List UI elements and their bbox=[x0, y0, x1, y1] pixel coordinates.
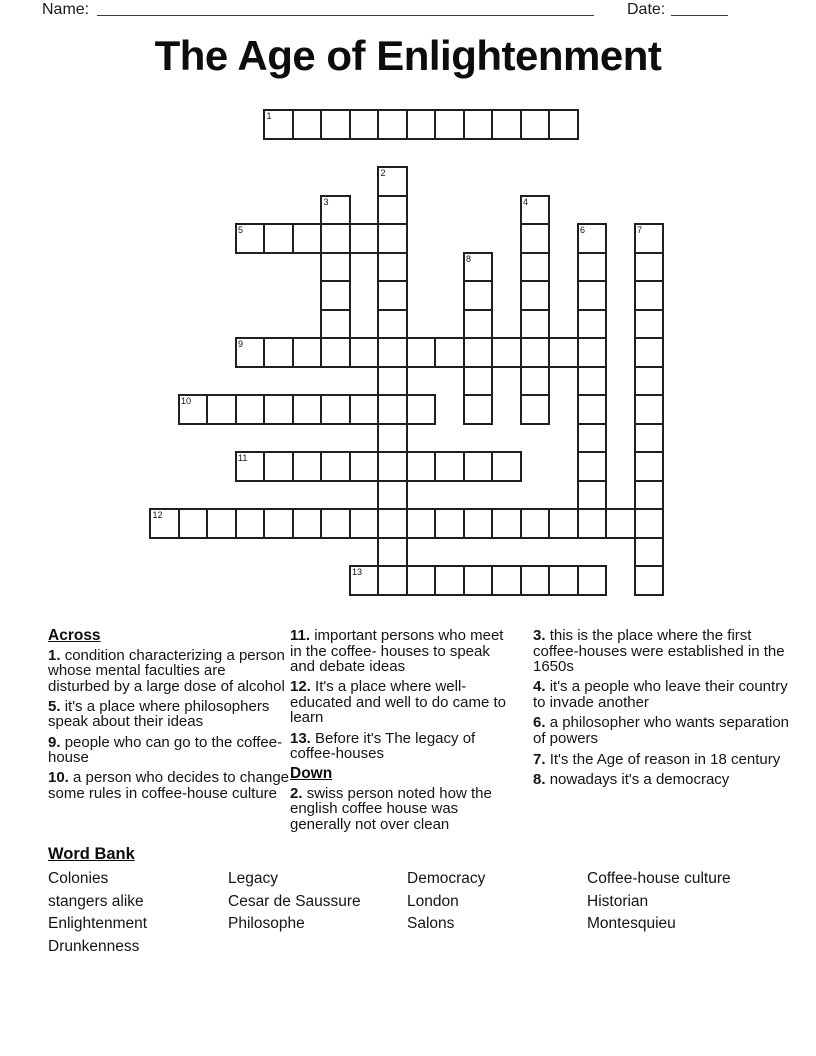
cell-separator bbox=[434, 338, 436, 367]
cell-separator bbox=[521, 394, 550, 396]
cell-separator bbox=[434, 509, 436, 538]
date-label: Date: bbox=[627, 1, 666, 18]
cell-number-13: 13 bbox=[352, 567, 363, 577]
down-heading: Down bbox=[290, 765, 333, 783]
cell-separator bbox=[263, 452, 265, 481]
cell-separator bbox=[235, 509, 237, 538]
cell-separator bbox=[521, 280, 550, 282]
cell-separator bbox=[263, 395, 265, 424]
cell-separator bbox=[605, 509, 607, 538]
cell-separator bbox=[378, 309, 407, 311]
word-bank-column bbox=[407, 868, 485, 936]
word-box-6-down bbox=[577, 223, 608, 539]
clue-9: 9. people who can go to the coffee-house bbox=[48, 733, 283, 767]
cell-separator bbox=[378, 195, 407, 197]
word-bank-item: Democracy bbox=[407, 870, 486, 887]
clue-10: 10. a person who decides to change some rules in coffee-house culture bbox=[48, 769, 290, 802]
cell-separator bbox=[321, 280, 350, 282]
cell-separator bbox=[464, 394, 493, 396]
word-bank-item: Montesquieu bbox=[587, 915, 676, 933]
word-bank-item: Colonies bbox=[48, 870, 109, 887]
cell-separator bbox=[320, 452, 322, 481]
cell-separator bbox=[406, 509, 408, 538]
cell-separator bbox=[235, 395, 237, 424]
cell-separator bbox=[406, 452, 408, 481]
cell-separator bbox=[463, 338, 465, 367]
page-title: The Age of Enlightenment bbox=[154, 32, 662, 79]
word-bank-column bbox=[228, 868, 361, 936]
cell-separator bbox=[434, 452, 436, 481]
cell-separator bbox=[349, 509, 351, 538]
cell-separator bbox=[349, 395, 351, 424]
word-box-7-down bbox=[634, 223, 665, 596]
clue-3: 3. this is the place where the first coffee-houses were established in the 1650s bbox=[533, 627, 785, 676]
cell-separator bbox=[292, 509, 294, 538]
cell-separator bbox=[521, 252, 550, 254]
cell-number-9: 9 bbox=[238, 339, 244, 349]
cell-separator bbox=[292, 224, 294, 253]
clue-column-across bbox=[48, 628, 291, 806]
cell-separator bbox=[377, 110, 379, 139]
cell-separator bbox=[263, 224, 265, 253]
word-bank-heading: Word Bank bbox=[48, 845, 135, 863]
cell-separator bbox=[292, 338, 294, 367]
cell-separator bbox=[491, 110, 493, 139]
cell-separator bbox=[520, 566, 522, 595]
cell-separator bbox=[634, 509, 636, 538]
word-box-9-across bbox=[235, 337, 608, 368]
cell-separator bbox=[635, 423, 664, 425]
word-bank-item: Enlightenment bbox=[48, 915, 148, 933]
cell-separator bbox=[463, 509, 465, 538]
cell-separator bbox=[635, 480, 664, 482]
cell-separator bbox=[491, 566, 493, 595]
cell-separator bbox=[520, 338, 522, 367]
word-bank-item: Philosophe bbox=[228, 915, 305, 933]
cell-separator bbox=[463, 110, 465, 139]
cell-separator bbox=[578, 252, 607, 254]
cell-separator bbox=[464, 309, 493, 311]
clue-6: 6. a philosopher who wants separation of powers bbox=[533, 713, 790, 747]
cell-separator bbox=[349, 452, 351, 481]
word-bank-item: stangers alike bbox=[48, 892, 144, 910]
cell-separator bbox=[406, 338, 408, 367]
cell-separator bbox=[206, 509, 208, 538]
cell-separator bbox=[320, 224, 322, 253]
cell-separator bbox=[635, 280, 664, 282]
cell-separator bbox=[520, 110, 522, 139]
clue-column-middle bbox=[290, 628, 511, 837]
cell-separator bbox=[377, 224, 379, 253]
cell-separator bbox=[206, 395, 208, 424]
cell-separator bbox=[464, 280, 493, 282]
cell-separator bbox=[320, 338, 322, 367]
clue-column-down bbox=[533, 628, 789, 792]
cell-separator bbox=[635, 565, 664, 567]
cell-separator bbox=[406, 566, 408, 595]
cell-separator bbox=[578, 309, 607, 311]
clue-12: 12. It's a place where well-educated and well to do came to learn bbox=[290, 678, 506, 727]
word-box-1-across bbox=[263, 109, 579, 140]
cell-number-11: 11 bbox=[238, 453, 248, 463]
cell-separator bbox=[548, 110, 550, 139]
cell-separator bbox=[377, 395, 379, 424]
cell-separator bbox=[520, 509, 522, 538]
word-bank-item: Legacy bbox=[228, 870, 278, 887]
cell-separator bbox=[349, 338, 351, 367]
cell-separator bbox=[263, 509, 265, 538]
cell-separator bbox=[578, 280, 607, 282]
cell-separator bbox=[377, 452, 379, 481]
clue-2: 2. swiss person noted how the english coffee house was generally not over clean bbox=[290, 784, 492, 834]
cell-separator bbox=[377, 338, 379, 367]
cell-separator bbox=[635, 394, 664, 396]
cell-separator bbox=[491, 338, 493, 367]
cell-separator bbox=[578, 394, 607, 396]
cell-separator bbox=[377, 566, 379, 595]
cell-separator bbox=[578, 480, 607, 482]
cell-number-2: 2 bbox=[380, 168, 386, 178]
cell-separator bbox=[349, 224, 351, 253]
cell-separator bbox=[577, 509, 579, 538]
cell-separator bbox=[292, 110, 294, 139]
clue-4: 4. it's a people who leave their country to invade another bbox=[533, 678, 788, 711]
cell-separator bbox=[578, 451, 607, 453]
across-heading: Across bbox=[48, 627, 101, 644]
cell-separator bbox=[463, 566, 465, 595]
cell-number-8: 8 bbox=[466, 253, 472, 264]
cell-number-5: 5 bbox=[238, 225, 244, 235]
name-label: Name: bbox=[42, 1, 90, 18]
word-bank-column bbox=[48, 868, 147, 959]
clue-13: 13. Before it's The legacy of coffee-houses bbox=[290, 729, 476, 763]
cell-separator bbox=[521, 223, 550, 225]
cell-separator bbox=[577, 338, 579, 367]
cell-separator bbox=[491, 509, 493, 538]
clue-11: 11. important persons who meet in the coffee- houses to speak and debate ideas bbox=[290, 627, 504, 676]
cell-separator bbox=[292, 452, 294, 481]
clue-7: 7. It's the Age of reason in 18 century bbox=[533, 751, 781, 769]
cell-number-3: 3 bbox=[323, 196, 329, 207]
cell-separator bbox=[635, 366, 664, 368]
cell-separator bbox=[578, 423, 607, 425]
cell-separator bbox=[406, 110, 408, 139]
word-box-10-across bbox=[178, 394, 437, 425]
cell-separator bbox=[321, 309, 350, 311]
cell-separator bbox=[378, 280, 407, 282]
cell-separator bbox=[434, 110, 436, 139]
cell-separator bbox=[548, 566, 550, 595]
cell-number-6: 6 bbox=[580, 225, 586, 235]
cell-separator bbox=[548, 509, 550, 538]
clue-8: 8. nowadays it's a democracy bbox=[533, 771, 730, 789]
cell-separator bbox=[263, 338, 265, 367]
word-bank-item: Drunkenness bbox=[48, 938, 140, 956]
cell-separator bbox=[635, 451, 664, 453]
cell-separator bbox=[635, 337, 664, 339]
word-bank-item: Cesar de Saussure bbox=[228, 892, 361, 910]
cell-separator bbox=[635, 309, 664, 311]
cell-separator bbox=[577, 566, 579, 595]
cell-separator bbox=[491, 452, 493, 481]
cell-separator bbox=[521, 309, 550, 311]
cell-separator bbox=[377, 509, 379, 538]
cell-separator bbox=[635, 252, 664, 254]
cell-separator bbox=[406, 395, 408, 424]
clue-1: 1. condition characterizing a person whose mental faculties are disturbed by a large dose of alcohol bbox=[48, 646, 285, 695]
cell-number-10: 10 bbox=[181, 396, 192, 406]
cell-separator bbox=[292, 395, 294, 424]
cell-number-1: 1 bbox=[266, 111, 272, 121]
word-box-13-across bbox=[349, 565, 608, 596]
cell-separator bbox=[320, 395, 322, 424]
cell-number-7: 7 bbox=[637, 225, 643, 235]
cell-separator bbox=[320, 509, 322, 538]
cell-number-4: 4 bbox=[523, 196, 529, 207]
cell-number-12: 12 bbox=[152, 510, 163, 520]
cell-separator bbox=[178, 509, 180, 538]
cell-separator bbox=[434, 566, 436, 595]
cell-separator bbox=[349, 110, 351, 139]
clue-5: 5. it's a place where philosophers speak about their ideas bbox=[48, 697, 270, 731]
cell-separator bbox=[548, 338, 550, 367]
word-bank-item: Historian bbox=[587, 892, 649, 910]
word-bank-column bbox=[587, 868, 731, 936]
cell-separator bbox=[463, 452, 465, 481]
word-bank-item: Coffee-house culture bbox=[587, 870, 731, 887]
word-bank-item: London bbox=[407, 892, 459, 910]
word-bank-item: Salons bbox=[407, 915, 455, 933]
cell-separator bbox=[320, 110, 322, 139]
